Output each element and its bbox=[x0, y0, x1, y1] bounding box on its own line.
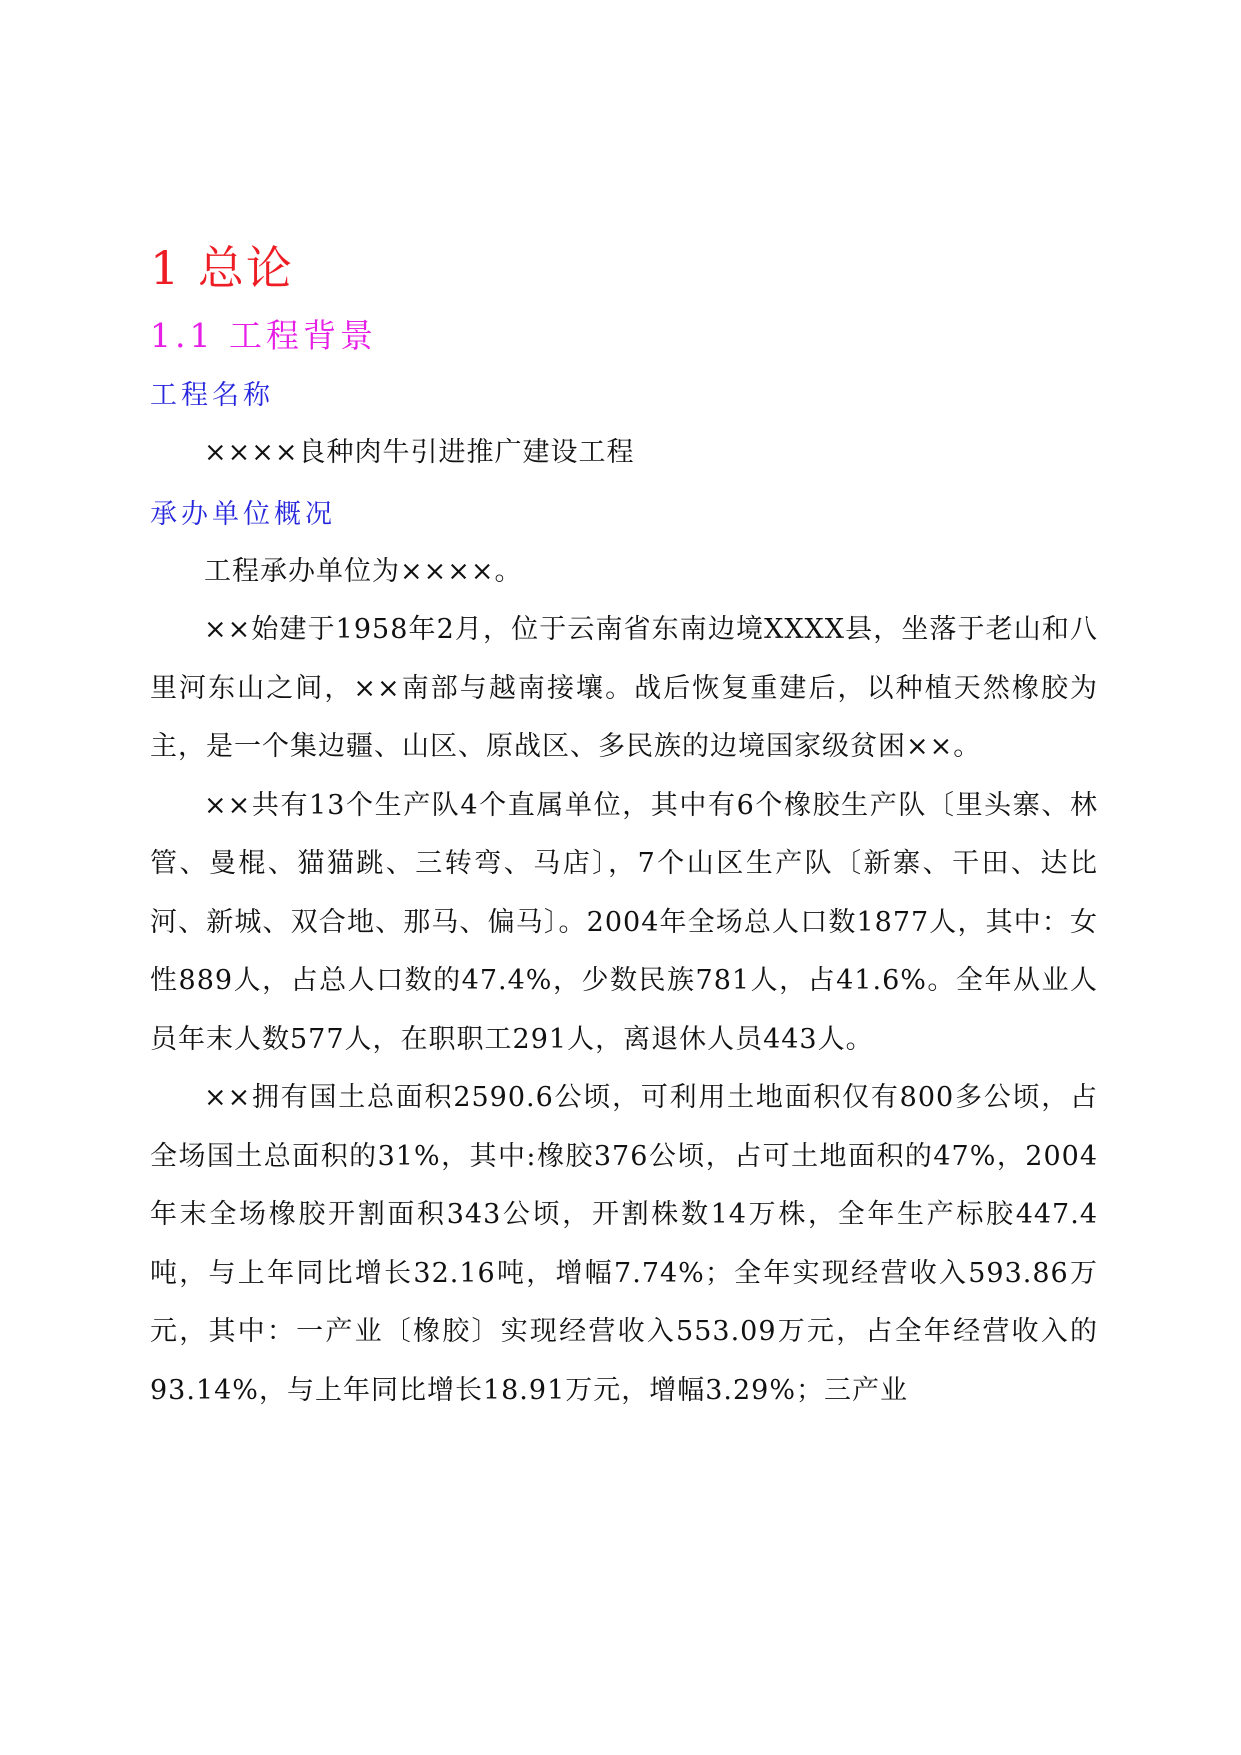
subsection-heading-organizer-overview: 承办单位概况 bbox=[150, 498, 336, 530]
chapter-title: 1 总论 bbox=[150, 241, 294, 295]
organizer-paragraph: 工程承办单位为××××。 bbox=[204, 555, 523, 587]
document-page bbox=[150, 238, 1098, 1420]
subsection-heading-project-name: 工程名称 bbox=[150, 380, 274, 411]
history-paragraph: ××始建于1958年2月，位于云南省东南边境XXXX县，坐落于老山和八里河东山之间，××南部与越南接壤。战后恢复重建后，以种植天然橡胶为主，是一个集边疆、山区、原战区、多民族的边境国家级贫困××。 bbox=[150, 614, 1098, 762]
section-title: 1.1 工程背景 bbox=[150, 316, 377, 355]
population-paragraph: ××共有13个生产队4个直属单位，其中有6个橡胶生产队〔里头寨、林管、曼棍、猫猫跳、三转弯、马店〕，7个山区生产队〔新寨、干田、达比河、新城、双合地、那马、偏马〕。2004年全场总人口数1877人，其中：女性889人，占总人口数的47.4%，少数民族781人，占41.6%。全年从业人员年末人数577人，在职职工291人，离退休人员443人。 bbox=[150, 789, 1098, 1055]
land-economy-paragraph: ××拥有国土总面积2590.6公顷，可利用土地面积仅有800多公顷，占全场国土总面积的31%，其中:橡胶376公顷，占可土地面积的47%，2004年末全场橡胶开割面积343公顷，开割株数14万株，全年生产标胶447.4吨，与上年同比增长32.16吨，增幅7.74%；全年实现经营收入593.86万元，其中：一产业〔橡胶〕实现经营收入553.09万元，占全年经营收入的93.14%，与上年同比增长18.91万元，增幅3.29%；三产业 bbox=[150, 1082, 1098, 1406]
project-name-paragraph: ××××良种肉牛引进推广建设工程 bbox=[204, 437, 635, 468]
